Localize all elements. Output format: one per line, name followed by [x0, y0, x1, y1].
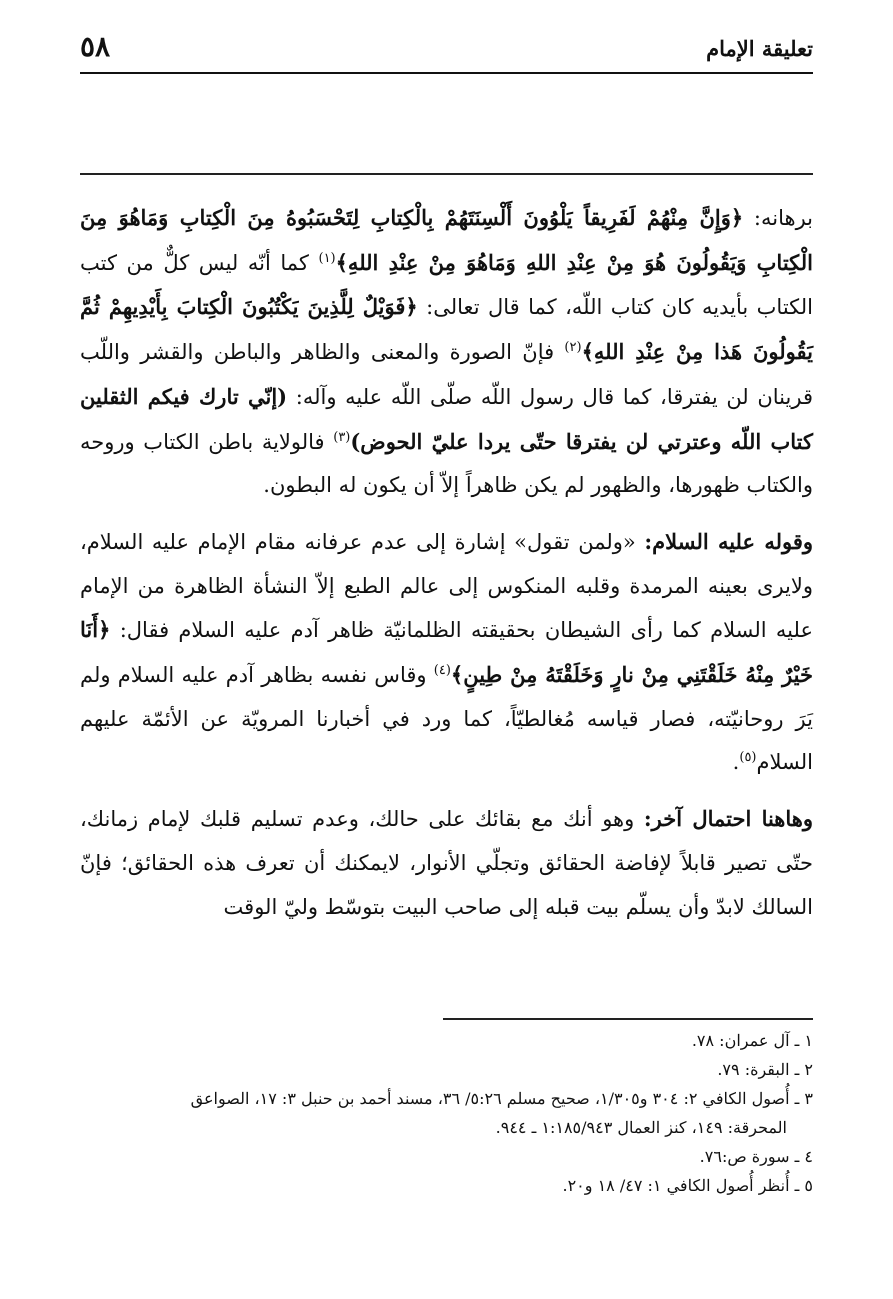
quran-quote: ﴿فَوَيْلٌ لِلَّذِينَ يَكْتُبُونَ الْكِتابَ بِأَيْدِيهِمْ ثُمَّ يَقُولُونَ هَذا مِنْ عِنْدِ اللهِ﴾ [80, 294, 813, 365]
text-run: «ولمن تقول» إشارة إلى عدم عرفانه مقام الإمام عليه السلام، ولايرى بعينه المرمدة وقلبه المنكوس إلى عالم الطبع إلاّ النشأة الظاهرة من الإمام عليه السلام كما رأى الشيطان بحقيقته الظلمانيّة ظاهر آدم عليه السلام فقال: [80, 529, 813, 643]
footnote: ٥ ـ أُنظر أُصول الكافي ١: ٤٧/ ١٨ و٢٠. [562, 1176, 813, 1195]
page-number: ٥٨ [80, 30, 111, 63]
paragraph-3 [80, 797, 813, 929]
paragraph-2 [80, 520, 813, 785]
footnote-separator-rule [443, 1018, 813, 1020]
text-run: وقاس نفسه بظاهر آدم عليه السلام ولم يَرَ روحانيّته، فصار قياسه مُغالطيّاً، كما ورد في أخبارنا المرويّة عن الأئمّة عليهم السلام [80, 663, 813, 775]
quran-quote: ﴿أَنَا خَيْرٌ مِنْهُ خَلَقْتَنِي مِنْ نارٍ وَخَلَقْتَهُ مِنْ طِينٍ﴾ [80, 617, 813, 688]
footnote-ref: (٣) [333, 429, 351, 445]
paragraph-lead: وهاهنا احتمال آخر: [643, 806, 813, 832]
footnote: ١ ـ آل عمران: ٧٨. [691, 1031, 813, 1050]
footnote-ref: (٥) [739, 750, 757, 766]
text-run: وهو أنك مع بقائك على حالك، وعدم تسليم قلبك لإمام زمانك، حتّى تصير قابلاً لإفاضة الحقائق وتجلّي الأنوار، لايمكنك أن تعرف هذه الحقائق؛ فإنّ السالك لابدّ وأن يسلّم بيت قبله إلى صاحب البيت بتوسّط وليّ الوقت [80, 807, 813, 919]
running-title: تعليقة الإمام [706, 36, 813, 61]
footnote-ref: (٢) [564, 340, 582, 356]
top-separator-rule [80, 173, 813, 175]
footnote-continuation: المحرقة: ١٤٩، كنز العمال ١:١٨٥/٩٤٣ ـ ٩٤٤. [495, 1118, 787, 1137]
paragraph-1 [80, 196, 813, 508]
footnote: ٣ ـ أُصول الكافي ٢: ٣٠٤ و١/٣٠٥، صحيح مسلم ٥:٢٦/ ٣٦، مسند أحمد بن حنبل ٣: ١٧، الصواعق [190, 1089, 813, 1108]
text-run: فإنّ الصورة والمعنى والظاهر والباطن والقشر واللّب قرينان لن يفترقا، كما قال رسول اللّه صلّى اللّه عليه وآله: [80, 340, 813, 409]
footnote-ref: (٤) [433, 663, 451, 679]
main-text [80, 196, 813, 929]
footnotes [80, 1026, 813, 1200]
text-run: كما أنّه ليس كلٌّ من كتب الكتاب بأيديه كان كتاب اللّه، كما قال تعالى: [80, 250, 814, 320]
text-run: . [732, 750, 740, 775]
footnote: ٢ ـ البقرة: ٧٩. [717, 1060, 813, 1079]
footnote-ref: (١) [318, 250, 336, 266]
footnote: ٤ ـ سورة ص:٧٦. [699, 1147, 813, 1166]
page-header [80, 22, 813, 74]
quran-quote: ﴿وَإِنَّ مِنْهُمْ لَفَرِيقاً يَلْوُونَ أَلْسِنَتَهُمْ بِالْكِتابِ لِتَحْسَبُوهُ مِنَ الْكِتابِ وَمَاهُوَ مِنَ الْكِتابِ وَيَقُولُونَ هُوَ مِنْ عِنْدِ اللهِ وَمَاهُوَ مِنْ عِنْدِ اللهِ﴾ [80, 205, 813, 275]
text-run: فالولاية باطن الكتاب وروحه والكتاب ظهورها، والظهور لم يكن ظاهراً إلاّ أن يكون له البطون. [80, 429, 813, 498]
hadith-quote: (إنّي تارك فيكم الثقلين كتاب اللّه وعترتي لن يفترقا حتّى يردا عليّ الحوض) [80, 383, 813, 454]
text-run: برهانه: [743, 206, 813, 230]
paragraph-lead: وقوله عليه السلام: [644, 528, 814, 554]
